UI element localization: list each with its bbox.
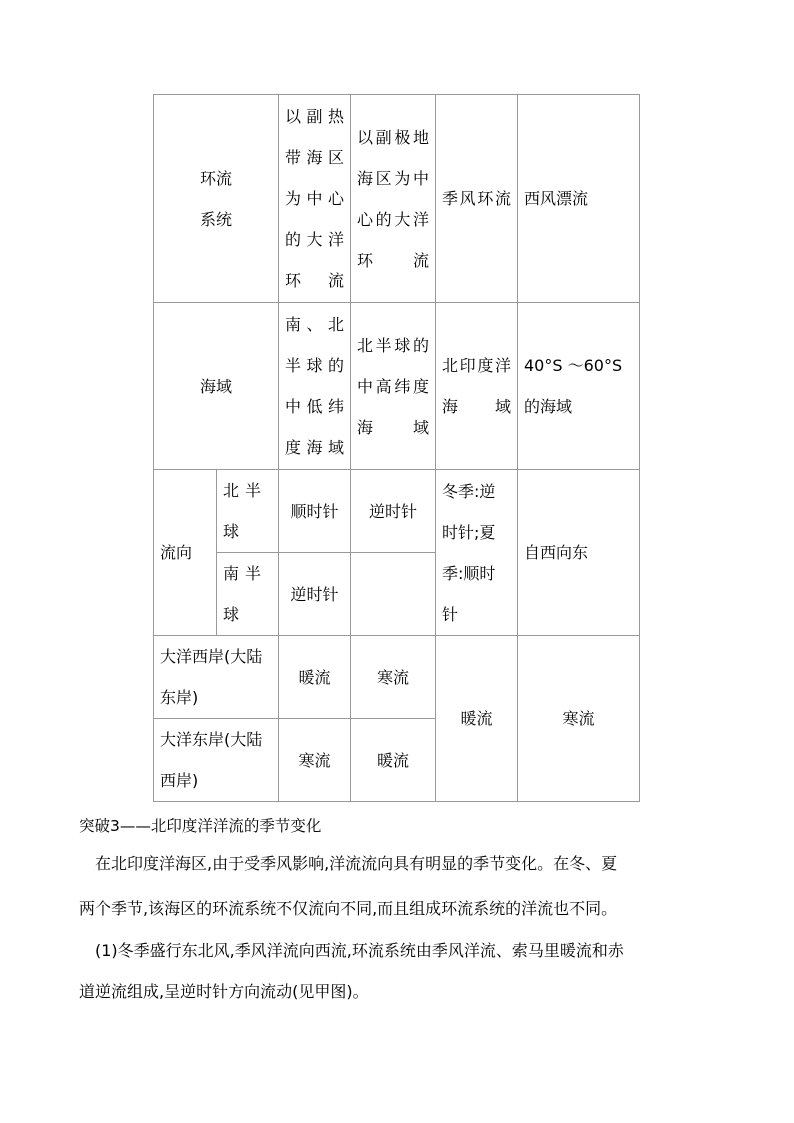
paragraph-2-line-2: 道逆流组成,呈逆时针方向流动(见甲图)。 [79,982,369,1001]
table-row-sea-area [154,303,640,470]
cell-north-counterclockwise: 逆时针 [351,470,436,553]
cell-header-circulation-system: 环流系统 [154,95,279,303]
cell-drift-coast-cold: 寒流 [518,636,640,802]
cell-south-empty [351,553,436,636]
cell-west-coast-warm: 暖流 [279,636,351,719]
paragraph-2-line-1: (1)冬季盛行东北风,季风洋流向西流,环流系统由季风洋流、索马里暖流和赤 [95,941,624,960]
cell-area-40-60-south: 40°S ～60°S的海域 [518,303,640,470]
table-row-west-coast [154,636,640,719]
cell-east-coast-warm: 暖流 [351,719,436,802]
cell-west-wind-drift: 西风漂流 [518,95,640,303]
section-title: 突破3——北印度洋洋流的季节变化 [79,817,322,835]
paragraph-1-line-2: 两个季节,该海区的环流系统不仅流向不同,而且组成环流系统的洋流也不同。 [79,899,618,918]
cell-north-hemisphere: 北半球 [217,470,279,553]
cell-area-mid-high-latitude: 北半球的中高纬度海域 [351,303,436,470]
cell-monsoon-direction: 冬季:逆时针;夏季:顺时针 [436,470,518,636]
cell-south-hemisphere: 南半球 [217,553,279,636]
cell-header-sea-area: 海域 [154,303,279,470]
cell-north-clockwise: 顺时针 [279,470,351,553]
cell-header-flow-direction: 流向 [154,470,217,636]
cell-subpolar-gyre: 以副极地海区为中心的大洋环流 [351,95,436,303]
table-row-circulation-system [154,95,640,303]
cell-monsoon-circulation: 季风环流 [436,95,518,303]
cell-area-north-indian-ocean: 北印度洋海域 [436,303,518,470]
cell-south-counterclockwise: 逆时针 [279,553,351,636]
cell-header-west-coast: 大洋西岸(大陆东岸) [154,636,279,719]
cell-west-coast-cold: 寒流 [351,636,436,719]
cell-east-coast-cold: 寒流 [279,719,351,802]
ocean-current-table [153,94,640,802]
paragraph-1-line-1: 在北印度洋海区,由于受季风影响,洋流流向具有明显的季节变化。在冬、夏 [95,854,618,873]
cell-header-east-coast: 大洋东岸(大陆西岸) [154,719,279,802]
cell-area-low-mid-latitude: 南、北半球的中低纬度海域 [279,303,351,470]
table-row-direction-north [154,470,640,553]
cell-monsoon-coast-warm: 暖流 [436,636,518,802]
cell-west-to-east: 自西向东 [518,470,640,636]
cell-subtropical-gyre: 以副热带海区为中心的大洋环流 [279,95,351,303]
